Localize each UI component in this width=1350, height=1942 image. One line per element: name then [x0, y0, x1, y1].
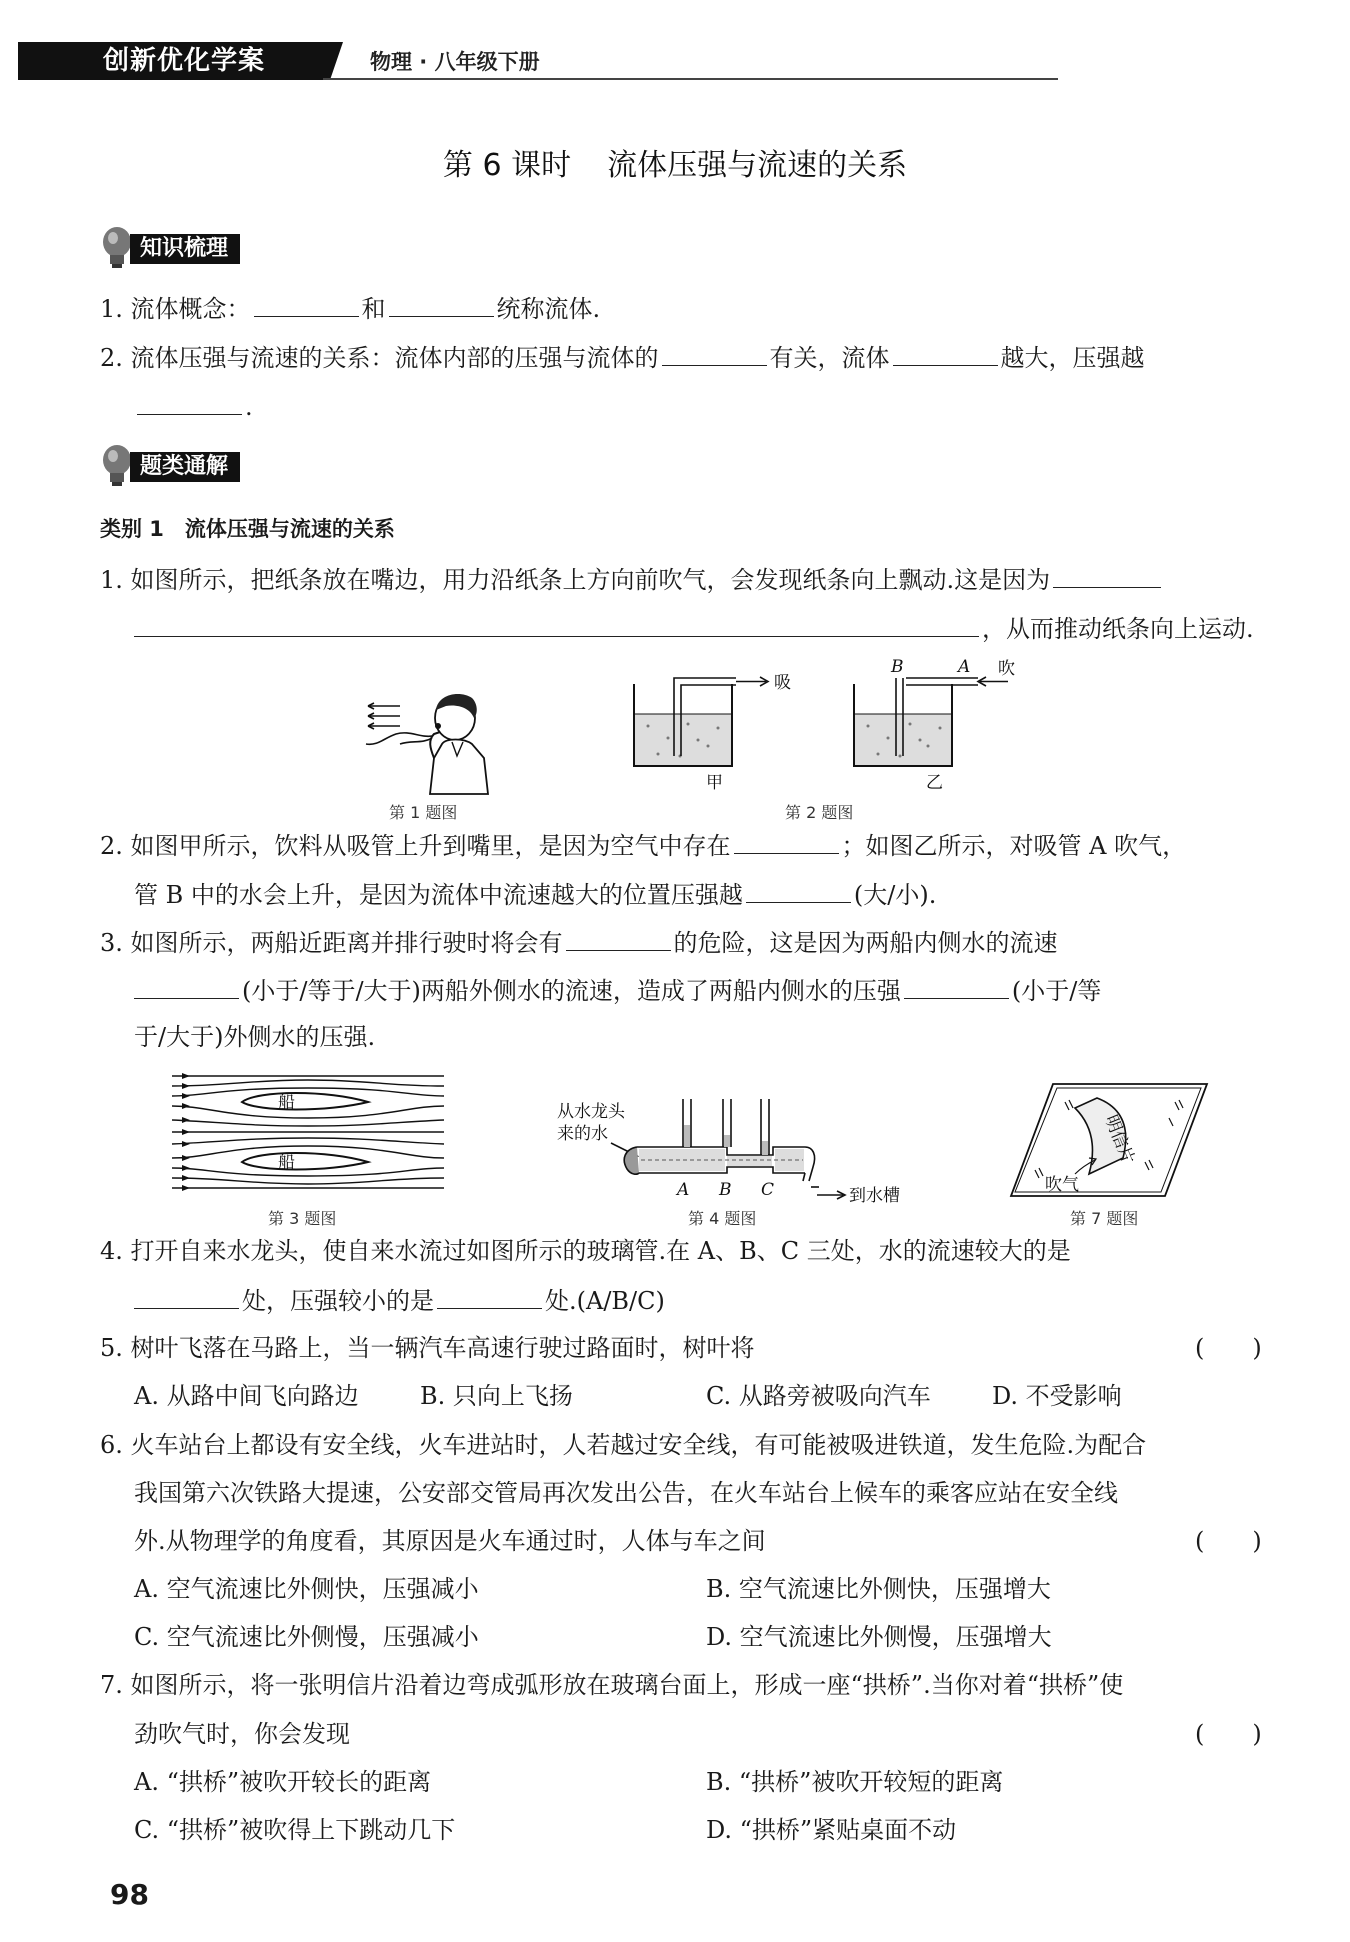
- question-7-option-c[interactable]: C. “拱桥”被吹得上下跳动几下: [134, 1816, 456, 1844]
- answer-blank[interactable]: [134, 612, 979, 637]
- question-1-line1: 1. 如图所示，把纸条放在嘴边，用力沿纸条上方向前吹气，会发现纸条向上飘动.这是因为: [100, 563, 1164, 595]
- answer-parentheses[interactable]: ( ): [1195, 1720, 1262, 1748]
- question-6-line2: 我国第六次铁路大提速，公安部交管局再次发出公告，在火车站台上候车的乘客应站在安全线: [134, 1479, 1118, 1507]
- lightbulb-icon: [100, 226, 134, 270]
- brand-logo: 创新优化学案: [18, 42, 323, 80]
- question-5-option-d[interactable]: D. 不受影响: [992, 1382, 1122, 1410]
- figure-4-caption: 第 4 题图: [688, 1209, 757, 1228]
- knowledge-q1: 1. 流体概念： 和 统称流体.: [100, 292, 600, 324]
- figure-2-b-label: B: [891, 657, 904, 677]
- figure-4-from-label-2: 来的水: [557, 1124, 608, 1144]
- figure-2-a-label: A: [958, 657, 971, 677]
- subject-label: 物理 · 八年级下册: [370, 50, 540, 74]
- answer-blank[interactable]: [734, 829, 839, 854]
- answer-blank[interactable]: [137, 390, 242, 415]
- figure-3-ships-streamlines: [168, 1070, 448, 1195]
- figure-2-jia-label: 甲: [706, 773, 723, 793]
- figure-3-ship-label-top: 船: [278, 1093, 295, 1113]
- question-7-option-b[interactable]: B. “拱桥”被吹开较短的距离: [706, 1768, 1004, 1796]
- figure-7-blow-label: 吹气: [1045, 1175, 1079, 1195]
- question-6-option-a[interactable]: A. 空气流速比外侧快，压强减小: [134, 1575, 479, 1603]
- question-5-stem: 5. 树叶飞落在马路上，当一辆汽车高速行驶过路面时，树叶将: [100, 1334, 755, 1362]
- answer-blank[interactable]: [566, 926, 671, 951]
- section-knowledge-label: 知识梳理: [130, 234, 240, 264]
- lightbulb-icon: [100, 444, 134, 488]
- question-5-option-b[interactable]: B. 只向上飞扬: [420, 1382, 573, 1410]
- figure-2-blow-label: 吹: [998, 659, 1015, 679]
- question-3-line1: 3. 如图所示，两船近距离并排行驶时将会有 的危险，这是因为两船内侧水的流速: [100, 926, 1058, 958]
- question-6-option-b[interactable]: B. 空气流速比外侧快，压强增大: [706, 1575, 1051, 1603]
- figure-4-glass-tube: [555, 1095, 905, 1205]
- figure-4-b-label: B: [719, 1180, 732, 1200]
- question-7-option-a[interactable]: A. “拱桥”被吹开较长的距离: [134, 1768, 432, 1796]
- answer-blank[interactable]: [134, 974, 239, 999]
- figure-4-to-label: 到水槽: [849, 1186, 900, 1205]
- figure-7-postcard-bridge: [1005, 1078, 1215, 1203]
- question-3-line3: 于/大于)外侧水的压强.: [134, 1023, 376, 1051]
- category-title: 类别 1 流体压强与流速的关系: [100, 517, 395, 541]
- figure-1-caption: 第 1 题图: [389, 803, 458, 822]
- figure-2-straw-beakers: [628, 656, 1028, 796]
- answer-blank[interactable]: [1053, 563, 1161, 588]
- answer-blank[interactable]: [662, 341, 767, 366]
- figure-4-a-label: A: [677, 1180, 690, 1200]
- page-header: [18, 42, 1058, 82]
- question-7-option-d[interactable]: D. “拱桥”紧贴桌面不动: [706, 1816, 957, 1844]
- knowledge-q2: 2. 流体压强与流速的关系：流体内部的压强与流体的 有关，流体 越大，压强越: [100, 341, 1145, 373]
- header-rule: [323, 78, 1058, 80]
- lesson-number: 第 6 课时: [442, 148, 572, 183]
- answer-blank[interactable]: [904, 974, 1009, 999]
- figure-3-ship-label-bottom: 船: [278, 1153, 295, 1173]
- answer-blank[interactable]: [254, 292, 359, 317]
- figure-7-caption: 第 7 题图: [1070, 1209, 1139, 1228]
- question-6-option-d[interactable]: D. 空气流速比外侧慢，压强增大: [706, 1623, 1052, 1651]
- question-7-line1: 7. 如图所示，将一张明信片沿着边弯成弧形放在玻璃台面上，形成一座“拱桥”.当你对着“拱桥”使: [100, 1671, 1124, 1699]
- question-2-line2: 管 B 中的水会上升，是因为流体中流速越大的位置压强越 (大/小).: [134, 878, 936, 910]
- section-types-label: 题类通解: [130, 452, 240, 482]
- answer-blank[interactable]: [746, 878, 851, 903]
- figure-4-from-label-1: 从水龙头: [557, 1102, 625, 1122]
- question-6-line3: 外.从物理学的角度看，其原因是火车通过时，人体与车之间: [134, 1527, 766, 1555]
- answer-blank[interactable]: [437, 1284, 542, 1309]
- figure-2-caption: 第 2 题图: [785, 803, 854, 822]
- figure-7-card-label: 明信片: [1100, 1112, 1139, 1168]
- figure-2-suck-label: 吸: [774, 673, 791, 693]
- question-7-line2: 劲吹气时，你会发现: [134, 1720, 350, 1748]
- question-5-option-a[interactable]: A. 从路中间飞向路边: [134, 1382, 359, 1410]
- lesson-title: [0, 140, 1350, 184]
- question-6-option-c[interactable]: C. 空气流速比外侧慢，压强减小: [134, 1623, 479, 1651]
- figure-1-boy-blowing: [360, 688, 495, 796]
- question-4-line2: 处，压强较小的是 处.(A/B/C): [134, 1284, 665, 1316]
- question-3-line2: (小于/等于/大于)两船外侧水的流速，造成了两船内侧水的压强 (小于/等: [134, 974, 1101, 1006]
- question-4-line1: 4. 打开自来水龙头，使自来水流过如图所示的玻璃管.在 A、B、C 三处，水的流速较大的是: [100, 1237, 1071, 1265]
- figure-4-c-label: C: [761, 1180, 775, 1200]
- question-1-line2: ，从而推动纸条向上运动.: [134, 612, 1254, 644]
- question-5-option-c[interactable]: C. 从路旁被吸向汽车: [706, 1382, 931, 1410]
- answer-parentheses[interactable]: ( ): [1195, 1527, 1262, 1555]
- brand-tail: [323, 42, 343, 80]
- answer-blank[interactable]: [134, 1284, 239, 1309]
- answer-blank[interactable]: [389, 292, 494, 317]
- page-number: 98: [110, 1878, 149, 1911]
- lesson-name: 流体压强与流速的关系: [607, 148, 908, 183]
- figure-3-caption: 第 3 题图: [268, 1209, 337, 1228]
- question-2-line1: 2. 如图甲所示，饮料从吸管上升到嘴里，是因为空气中存在 ；如图乙所示，对吸管 A 吹气，: [100, 829, 1186, 861]
- answer-blank[interactable]: [893, 341, 998, 366]
- knowledge-q2-cont: .: [134, 390, 253, 422]
- answer-parentheses[interactable]: ( ): [1195, 1334, 1262, 1362]
- question-6-line1: 6. 火车站台上都设有安全线，火车进站时，人若越过安全线，有可能被吸进铁道，发生危险.为配合: [100, 1431, 1147, 1459]
- figure-2-yi-label: 乙: [926, 773, 943, 793]
